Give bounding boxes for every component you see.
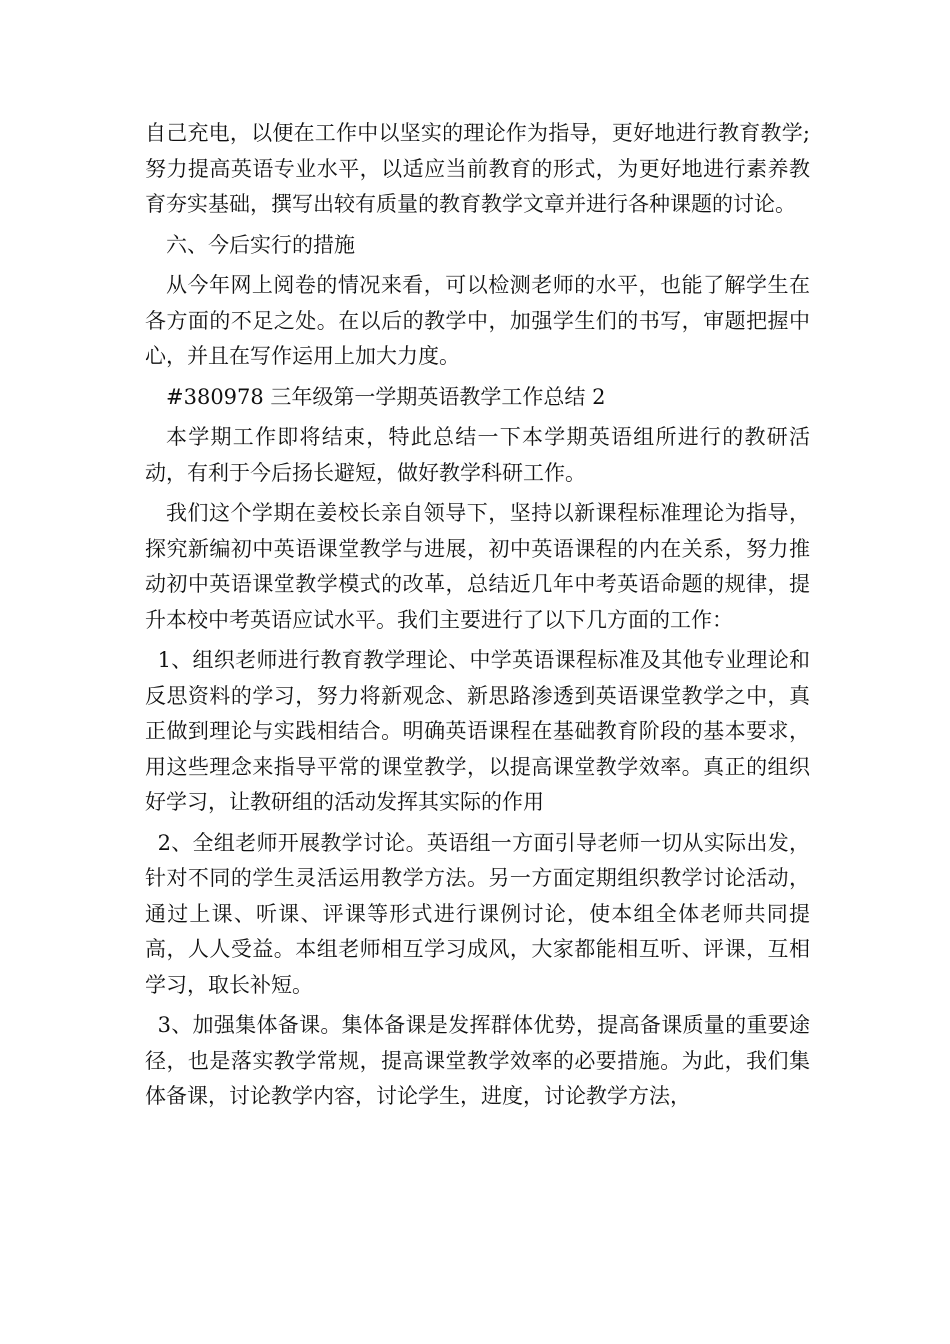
paragraph-1: 自己充电，以便在工作中以坚实的理论作为指导，更好地进行教育教学;努力提高英语专业水平，以适应当前教育的形式，为更好地进行素养教育夯实基础，撰写出较有质量的教育教学文章并进行各种课题的讨论。	[145, 121, 810, 216]
list-item-1: 1、组织老师进行教育教学理论、中学英语课程标准及其他专业理论和反思资料的学习，努力将新观念、新思路渗透到英语课堂教学之中，真正做到理论与实践相结合。明确英语课程在基础教育阶段的基本要求，用这些理念来指导平常的课堂教学，以提高课堂教学效率。真正的组织好学习，让教研组的活动发挥其实际的作用	[145, 648, 810, 814]
list-item-2: 2、全组老师开展教学讨论。英语组一方面引导老师一切从实际出发，针对不同的学生灵活运用教学方法。另一方面定期组织教学讨论活动，通过上课、听课、评课等形式进行课例讨论，使本组全体老师共同提高，人人受益。本组老师相互学习成风，大家都能相互听、评课，互相学习，取长补短。	[145, 830, 810, 997]
document-subtitle: #380978 三年级第一学期英语教学工作总结 2	[166, 384, 606, 409]
paragraph-4: 我们这个学期在姜校长亲自领导下，坚持以新课程标准理论为指导，探究新编初中英语课堂教学与进展，初中英语课程的内在关系，努力推动初中英语课堂教学模式的改革，总结近几年中考英语命题的规律，提升本校中考英语应试水平。我们主要进行了以下几方面的工作：	[145, 501, 810, 632]
section-heading: 六、今后实行的措施	[166, 232, 355, 257]
list-item-3: 3、加强集体备课。集体备课是发挥群体优势，提高备课质量的重要途径，也是落实教学常规，提高课堂教学效率的必要措施。为此，我们集体备课，讨论教学内容，讨论学生，进度，讨论教学方法，	[145, 1013, 810, 1108]
paragraph-3: 本学期工作即将结束，特此总结一下本学期英语组所进行的教研活动，有利于今后扬长避短，做好教学科研工作。	[145, 425, 810, 485]
paragraph-2: 从今年网上阅卷的情况来看，可以检测老师的水平，也能了解学生在各方面的不足之处。在以后的教学中，加强学生们的书写，审题把握中心，并且在写作运用上加大力度。	[145, 273, 810, 368]
document-body	[145, 116, 810, 1115]
